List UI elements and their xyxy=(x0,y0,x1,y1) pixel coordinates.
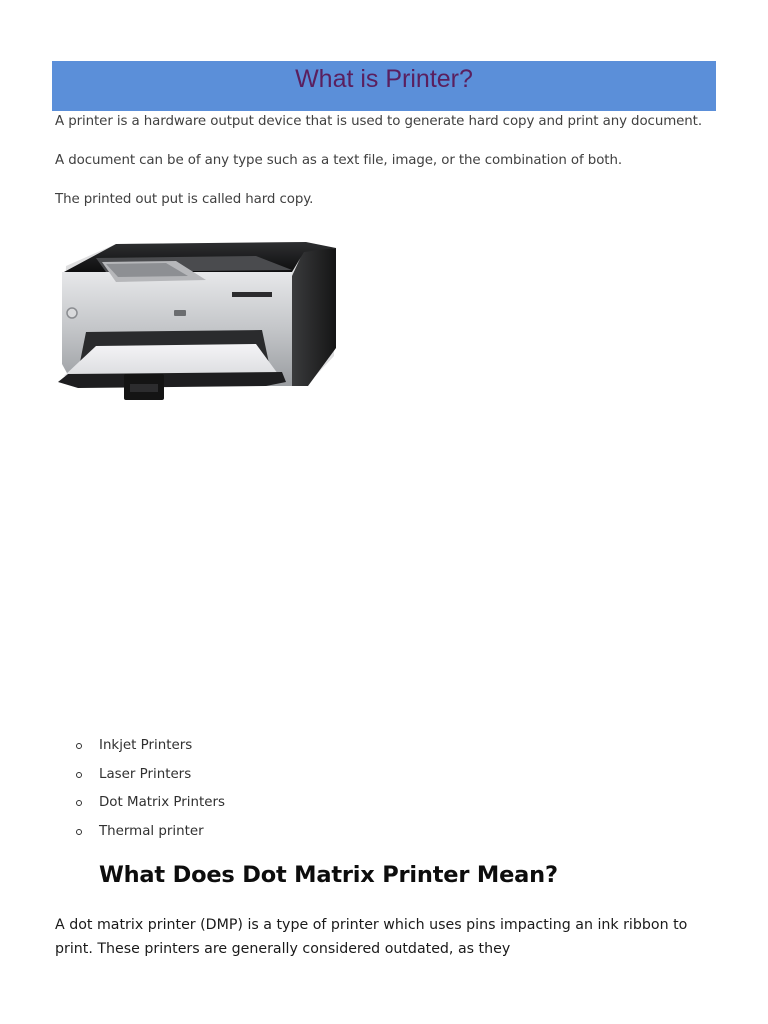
title-banner xyxy=(52,61,716,111)
list-item-label: Thermal printer xyxy=(99,823,204,839)
intro-paragraph: A printer is a hardware output device that is used to generate hard copy and print any document. xyxy=(55,114,702,129)
circle-bullet-icon xyxy=(76,772,82,778)
page-title: What is Printer? xyxy=(295,65,473,93)
list-item-label: Laser Printers xyxy=(99,766,192,782)
list-item-label: Dot Matrix Printers xyxy=(99,795,225,810)
list-item-label: Inkjet Printers xyxy=(99,738,193,753)
circle-bullet-icon xyxy=(76,829,82,835)
dot-matrix-heading: What Does Dot Matrix Printer Mean? xyxy=(99,862,558,888)
circle-bullet-icon xyxy=(76,800,82,806)
printer-image xyxy=(56,236,340,404)
dot-matrix-paragraph: A dot matrix printer (DMP) is a type of printer which uses pins impacting an ink ribbon to print. These printers are generally considered outdated, as they xyxy=(55,917,688,957)
hard-copy-paragraph: The printed out put is called hard copy. xyxy=(55,192,314,207)
document-type-paragraph: A document can be of any type such as a text file, image, or the combination of both. xyxy=(55,153,622,168)
circle-bullet-icon xyxy=(76,743,82,749)
